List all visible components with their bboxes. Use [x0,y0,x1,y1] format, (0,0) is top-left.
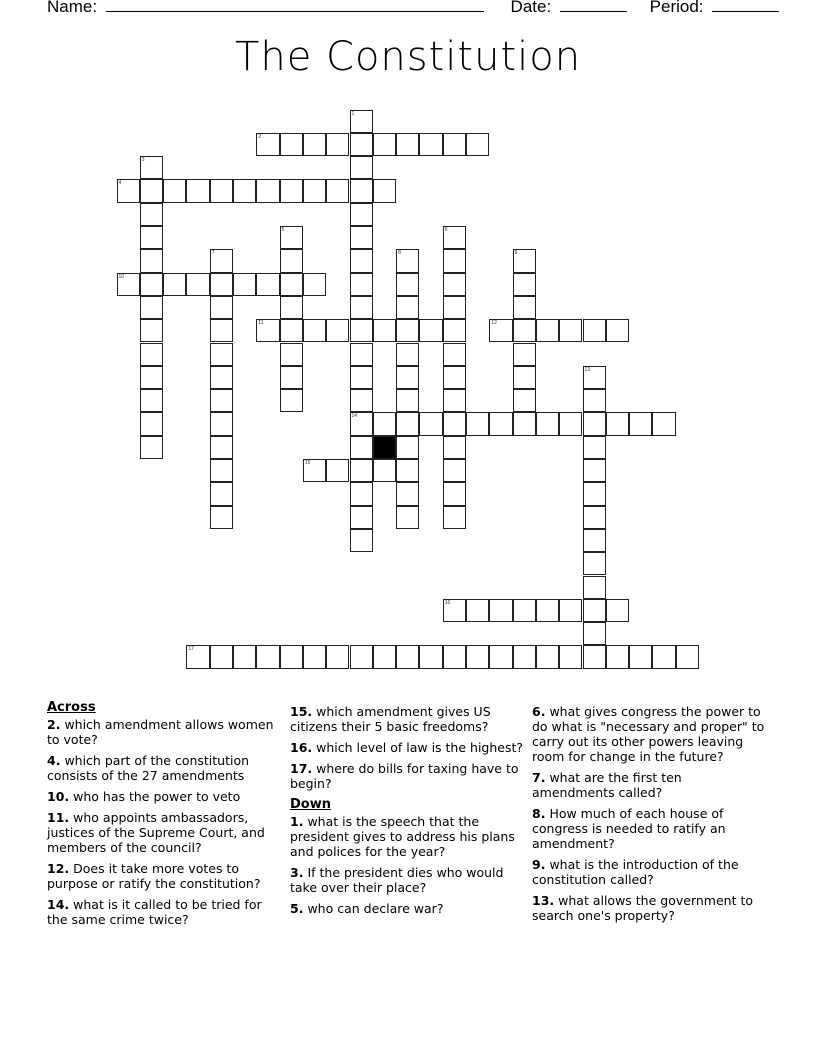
crossword-cell[interactable] [606,412,629,435]
crossword-cell[interactable] [466,599,489,622]
clue-number: 7 [211,250,215,257]
black-cell [373,436,396,459]
crossword-cell[interactable] [210,249,233,272]
crossword-cell[interactable] [280,133,303,156]
crossword-cell[interactable] [256,273,279,296]
crossword-cell[interactable] [326,133,349,156]
crossword-cell[interactable] [536,645,559,668]
crossword-cell[interactable] [513,273,536,296]
crossword-cell[interactable] [419,645,442,668]
crossword-cell[interactable] [513,645,536,668]
crossword-cell[interactable] [583,389,606,412]
crossword-cell[interactable] [280,226,303,249]
crossword-cell[interactable] [443,389,466,412]
crossword-cell[interactable] [489,319,512,342]
clue-number: 12 [491,320,497,327]
crossword-cell[interactable] [350,249,373,272]
crossword-cell[interactable] [140,389,163,412]
crossword-cell[interactable] [373,459,396,482]
crossword-cell[interactable] [350,226,373,249]
crossword-cell[interactable] [280,179,303,202]
crossword-cell[interactable] [443,273,466,296]
worksheet-header [47,0,779,17]
crossword-cell[interactable] [186,273,209,296]
crossword-cell[interactable] [536,319,559,342]
crossword-cell[interactable] [140,156,163,179]
crossword-cell[interactable] [280,249,303,272]
crossword-cell[interactable] [186,179,209,202]
crossword-cell[interactable] [443,296,466,319]
crossword-cell[interactable] [443,482,466,505]
clue-across-14: 14. what is it called to be tried for the same crime twice? [47,897,262,927]
crossword-cell[interactable] [396,319,419,342]
crossword-cell[interactable] [280,366,303,389]
crossword-cell[interactable] [559,412,582,435]
crossword-cell[interactable] [396,645,419,668]
date-field[interactable] [560,0,627,12]
crossword-cell[interactable] [350,529,373,552]
crossword-cell[interactable] [583,645,606,668]
across-heading: Across [47,700,96,715]
crossword-cell[interactable] [443,366,466,389]
crossword-cell[interactable] [583,506,606,529]
crossword-cell[interactable] [396,366,419,389]
crossword-cell[interactable] [606,319,629,342]
crossword-cell[interactable] [350,459,373,482]
crossword-cell[interactable] [443,343,466,366]
clue-down-5: 5. who can declare war? [290,901,444,916]
crossword-cell[interactable] [583,552,606,575]
crossword-cell[interactable] [373,133,396,156]
clues-column-1 [47,700,282,933]
crossword-cell[interactable] [373,412,396,435]
clue-number: 3 [141,157,145,164]
crossword-cell[interactable] [559,599,582,622]
crossword-cell[interactable] [350,343,373,366]
clue-number: 14 [351,413,358,420]
crossword-cell[interactable] [629,412,652,435]
crossword-cell[interactable] [443,645,466,668]
crossword-cell[interactable] [233,645,256,668]
crossword-cell[interactable] [280,389,303,412]
crossword-cell[interactable] [140,343,163,366]
clue-number: 13 [584,366,591,373]
crossword-cell[interactable] [117,273,140,296]
crossword-cell[interactable] [583,622,606,645]
clue-number: 4 [118,180,122,187]
period-label: Period: [649,0,704,16]
clue-across-10: 10. who has the power to veto [47,789,241,804]
crossword-cell[interactable] [210,412,233,435]
crossword-cell[interactable] [373,319,396,342]
crossword-cell[interactable] [466,133,489,156]
crossword-cell[interactable] [489,645,512,668]
crossword-cell[interactable] [210,296,233,319]
clue-across-4: 4. which part of the constitution consists of the 27 amendments [47,753,250,783]
clue-down-9: 9. what is the introduction of the constitution called? [532,857,739,887]
crossword-cell[interactable] [303,459,326,482]
crossword-cell[interactable] [350,319,373,342]
crossword-cell[interactable] [350,156,373,179]
clue-number: 8 [398,250,401,257]
date-label: Date: [510,0,552,16]
crossword-cell[interactable] [396,249,419,272]
crossword-cell[interactable] [140,249,163,272]
crossword-cell[interactable] [676,645,699,668]
crossword-cell[interactable] [583,482,606,505]
clue-number: 11 [258,320,264,327]
crossword-cell[interactable] [419,319,442,342]
crossword-cell[interactable] [489,412,512,435]
crossword-cell[interactable] [443,459,466,482]
crossword-cell[interactable] [583,599,606,622]
crossword-cell[interactable] [396,389,419,412]
clue-number: 2 [258,133,262,140]
clue-down-7: 7. what are the first ten amendments called? [532,770,682,800]
crossword-cell[interactable] [583,436,606,459]
clue-number: 9 [514,250,518,257]
clue-across-15: 15. which amendment gives US citizens their 5 basic freedoms? [290,704,491,734]
crossword-cell[interactable] [326,459,349,482]
clue-down-1: 1. what is the speech that the president gives to address his plans and polices for the year? [290,814,515,859]
crossword-cell[interactable] [396,412,419,435]
crossword-cell[interactable] [303,133,326,156]
clue-down-13: 13. what allows the government to search one's property? [532,893,753,923]
crossword-cell[interactable] [210,319,233,342]
crossword-cell[interactable] [373,179,396,202]
crossword-cell[interactable] [256,179,279,202]
crossword-cell[interactable] [350,133,373,156]
crossword-cell[interactable] [583,459,606,482]
crossword-cell[interactable] [443,436,466,459]
crossword-cell[interactable] [140,203,163,226]
crossword-cell[interactable] [256,645,279,668]
crossword-cell[interactable] [652,412,675,435]
crossword-cell[interactable] [210,436,233,459]
crossword-cell[interactable] [280,273,303,296]
crossword-cell[interactable] [350,366,373,389]
crossword-cell[interactable] [186,645,209,668]
clue-down-6: 6. what gives congress the power to do what is "necessary and proper" to carry out its other powers leaving room for change in the future? [532,704,765,764]
crossword-cell[interactable] [443,506,466,529]
crossword-cell[interactable] [513,319,536,342]
crossword-cell[interactable] [350,412,373,435]
crossword-cell[interactable] [303,645,326,668]
crossword-cell[interactable] [513,366,536,389]
clue-across-16: 16. which level of law is the highest? [290,740,524,755]
crossword-cell[interactable] [210,179,233,202]
clue-down-8: 8. How much of each house of congress is needed to ratify an amendment? [532,806,726,851]
crossword-cell[interactable] [350,273,373,296]
crossword-cell[interactable] [583,412,606,435]
crossword-cell[interactable] [513,343,536,366]
crossword-cell[interactable] [350,436,373,459]
clue-number: 10 [118,273,125,280]
crossword-cell[interactable] [303,319,326,342]
period-field[interactable] [712,0,779,12]
crossword-cell[interactable] [303,179,326,202]
clue-across-12: 12. Does it take more votes to purpose or ratify the constitution? [47,861,261,891]
crossword-cell[interactable] [280,645,303,668]
crossword-cell[interactable] [303,273,326,296]
clue-across-17: 17. where do bills for taxing have to begin? [290,761,519,791]
crossword-cell[interactable] [140,436,163,459]
crossword-cell[interactable] [210,506,233,529]
crossword-cell[interactable] [163,179,186,202]
crossword-cell[interactable] [280,296,303,319]
crossword-cell[interactable] [443,319,466,342]
crossword-cell[interactable] [350,203,373,226]
crossword-cell[interactable] [210,366,233,389]
crossword-cell[interactable] [210,389,233,412]
crossword-cell[interactable] [419,133,442,156]
crossword-cell[interactable] [210,273,233,296]
crossword-cell[interactable] [210,459,233,482]
crossword-cell[interactable] [443,599,466,622]
crossword-cell[interactable] [326,179,349,202]
clue-number: 1 [351,110,355,117]
crossword-cell[interactable] [489,599,512,622]
name-field[interactable] [106,0,484,12]
crossword-cell[interactable] [233,273,256,296]
crossword-cell[interactable] [583,576,606,599]
crossword-cell[interactable] [350,296,373,319]
crossword-cell[interactable] [466,645,489,668]
crossword-cell[interactable] [396,133,419,156]
crossword-cell[interactable] [559,645,582,668]
crossword-cell[interactable] [140,226,163,249]
crossword-cell[interactable] [280,343,303,366]
clue-down-3: 3. If the president dies who would take over their place? [290,865,504,895]
crossword-cell[interactable] [326,319,349,342]
crossword-cell[interactable] [396,436,419,459]
crossword-cell[interactable] [536,599,559,622]
crossword-cell[interactable] [163,273,186,296]
clues-column-3 [532,704,767,929]
crossword-cell[interactable] [396,296,419,319]
crossword-cell[interactable] [536,412,559,435]
crossword-cell[interactable] [140,319,163,342]
crossword-cell[interactable] [233,179,256,202]
crossword-cell[interactable] [350,482,373,505]
crossword-cell[interactable] [350,389,373,412]
crossword-cell[interactable] [210,482,233,505]
crossword-cell[interactable] [210,343,233,366]
crossword-cell[interactable] [350,110,373,133]
crossword-cell[interactable] [140,179,163,202]
crossword-cell[interactable] [350,506,373,529]
crossword-cell[interactable] [140,412,163,435]
crossword-cell[interactable] [210,645,233,668]
crossword-cell[interactable] [513,249,536,272]
crossword-cell[interactable] [419,412,442,435]
clue-number: 16 [444,599,451,606]
crossword-cell[interactable] [350,179,373,202]
crossword-cell[interactable] [513,296,536,319]
crossword-cell[interactable] [629,645,652,668]
crossword-cell[interactable] [606,645,629,668]
name-label: Name: [47,0,98,16]
crossword-cell[interactable] [396,343,419,366]
crossword-cell[interactable] [443,226,466,249]
crossword-cell[interactable] [443,133,466,156]
crossword-cell[interactable] [396,273,419,296]
crossword-cell[interactable] [256,133,279,156]
crossword-cell[interactable] [466,412,489,435]
clue-across-2: 2. which amendment allows women to vote? [47,717,274,747]
crossword-cell[interactable] [652,645,675,668]
crossword-cell[interactable] [513,412,536,435]
crossword-cell[interactable] [513,389,536,412]
crossword-cell[interactable] [396,459,419,482]
clue-number: 6 [444,227,448,233]
clue-number: 15 [304,460,311,466]
crossword-cell[interactable] [256,319,279,342]
down-heading: Down [290,797,331,812]
crossword-cell[interactable] [583,366,606,389]
crossword-cell[interactable] [326,645,349,668]
clues-column-2 [290,704,525,922]
page-title: The Constitution [234,34,582,80]
crossword-cell[interactable] [583,529,606,552]
crossword-cell[interactable] [606,599,629,622]
crossword-cell[interactable] [443,412,466,435]
crossword-cell[interactable] [583,319,606,342]
clue-number: 17 [188,646,194,653]
crossword-cell[interactable] [117,179,140,202]
crossword-cell[interactable] [140,296,163,319]
clue-number: 5 [281,227,285,233]
crossword-cell[interactable] [140,273,163,296]
crossword-cell[interactable] [559,319,582,342]
crossword-cell[interactable] [513,599,536,622]
clue-across-11: 11. who appoints ambassadors, justices of the Supreme Court, and members of the council? [47,810,265,855]
crossword-cell[interactable] [443,249,466,272]
crossword-cell[interactable] [396,506,419,529]
crossword-cell[interactable] [280,319,303,342]
crossword-cell[interactable] [396,482,419,505]
crossword-cell[interactable] [373,645,396,668]
crossword-cell[interactable] [350,645,373,668]
crossword-cell[interactable] [140,366,163,389]
